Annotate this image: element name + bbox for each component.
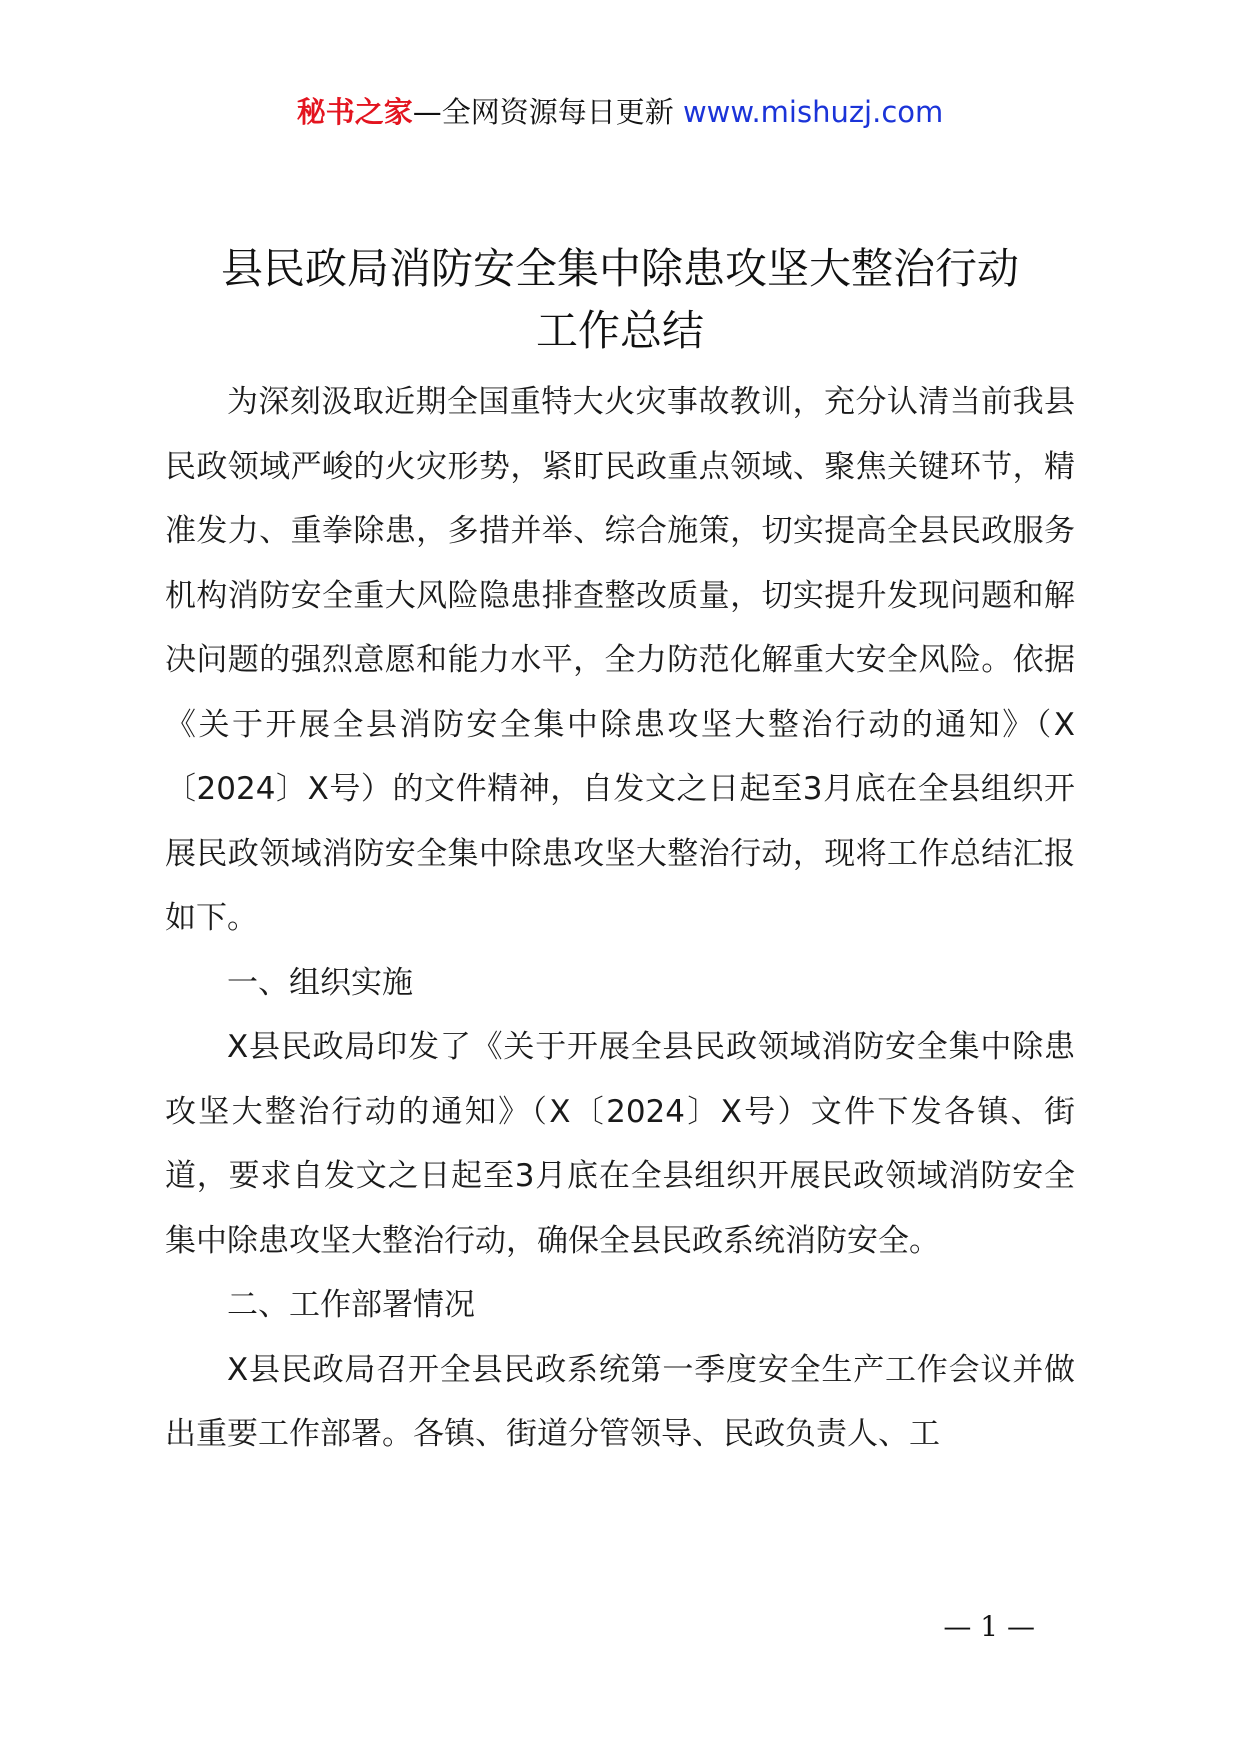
paragraph-organization: X县民政局印发了《关于开展全县民政领域消防安全集中除患攻坚大整治行动的通知》（X〔2024〕X号）文件下发各镇、街道，要求自发文之日起至3月底在全县组织开展民政领域消防安全集中除患攻坚大整治行动，确保全县民政系统消防安全。 [165,1029,1075,1259]
paragraph-intro: 为深刻汲取近期全国重特大火灾事故教训，充分认清当前我县民政领域严峻的火灾形势，紧盯民政重点领域、聚焦关键环节，精准发力、重拳除患，多措并举、综合施策，切实提高全县民政服务机构消防安全重大风险隐患排查整改质量，切实提升发现问题和解决问题的强烈意愿和能力水平，全力防范化解重大安全风险。依据《关于开展全县消防安全集中除患攻坚大整治行动的通知》（X〔2024〕X号）的文件精神，自发文之日起至3月底在全县组织开展民政领域消防安全集中除患攻坚大整治行动，现将工作总结汇报如下。 [165,384,1075,936]
document-title [160,238,1080,362]
section-heading-organization: 一、组织实施 [227,964,413,1001]
title-line-2: 工作总结 [535,306,704,355]
paragraph-deployment: X县民政局召开全县民政系统第一季度安全生产工作会议并做出重要工作部署。各镇、街道分管领导、民政负责人、工 [165,1351,1075,1452]
banner-tagline: —全网资源每日更新 [412,95,674,129]
brand-name: 秘书之家 [296,95,413,129]
title-line-1: 县民政局消防安全集中除患攻坚大整治行动 [220,244,1019,293]
page-number: — 1 — [943,1610,1035,1643]
site-url-link[interactable]: www.mishuzj.com [682,95,944,129]
site-banner [0,92,1240,132]
section-heading-deployment: 二、工作部署情况 [227,1287,475,1323]
document-body [165,370,1075,1467]
